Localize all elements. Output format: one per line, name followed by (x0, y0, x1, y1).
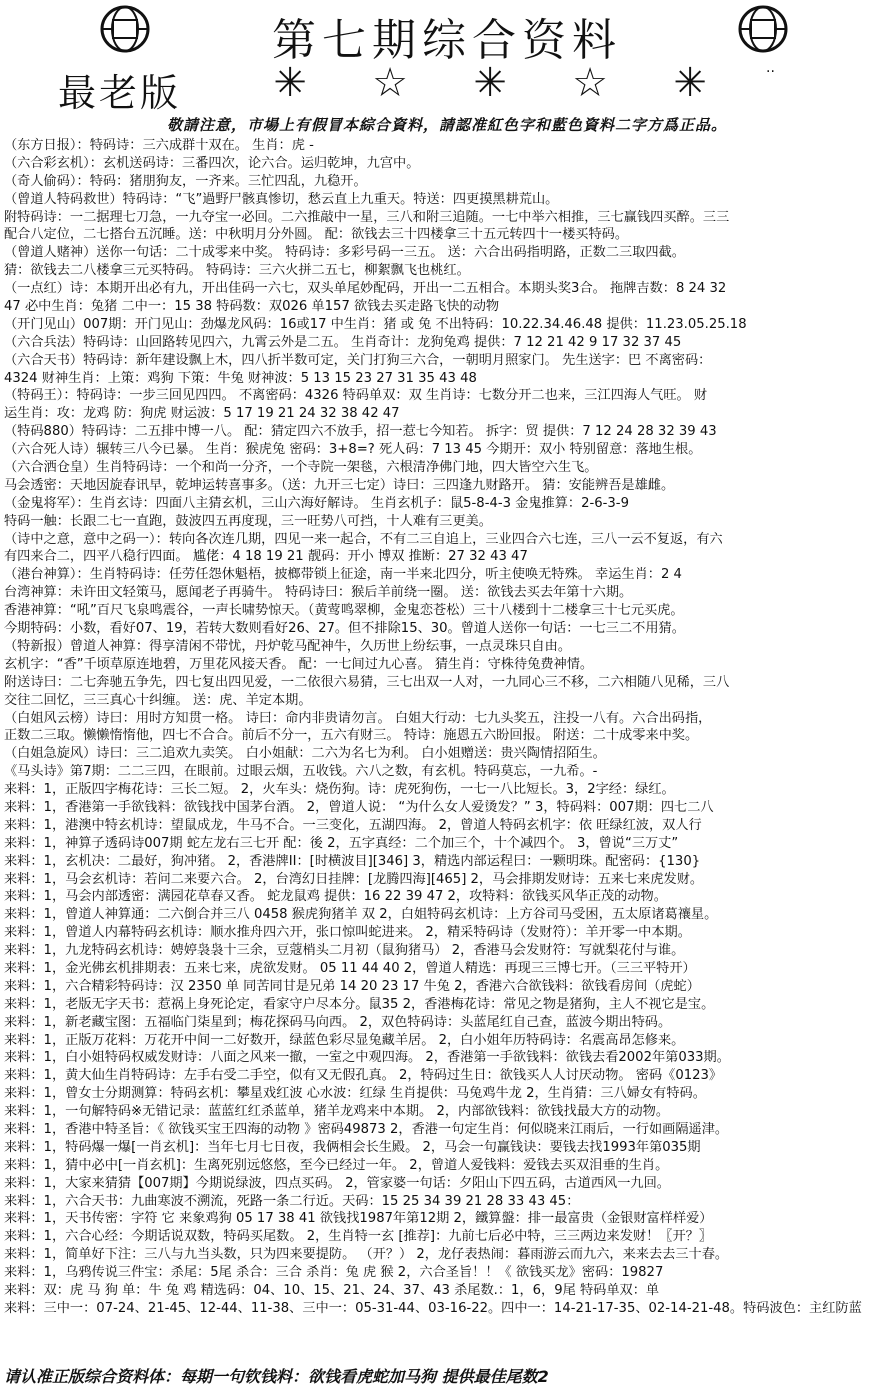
page-title: 第七期综合资料 (272, 15, 622, 66)
text-line: （奇人偷码）：特码：猪朋狗友，一齐来。三忙四乱，九稳开。 (4, 173, 367, 189)
text-line: 来料：1，九龙特码玄机诗：娉婷袅袅十三余，豆蔻梢头二月初（鼠狗猪马） 2，香港马会发财符：写就梨花付与谁。 (4, 943, 685, 959)
text-line: 来料：1，玄机决：二最好，狗冲猪。 2，香港牌II：[时横波目][346] 3，精选内部运程曰：一颗明珠。配密码：{130} (4, 853, 701, 869)
text-line: 来料：1，六合精彩特码诗：汉 2350 单 同苦同甘是兄弟 14 20 23 17 牛兔 2，香港六合欲钱料：欲钱看房间（虎蛇） (4, 978, 700, 994)
text-line: 今期特码：小数，看好07、19，若转大数则看好26、27。但不排除15、30。曾道人送你一句话：一七三二不用猜。 (4, 621, 685, 637)
header-dots: ·· (766, 64, 775, 80)
text-line: 运生肖：攻：龙鸡 防：狗虎 财运波：5 17 19 21 24 32 38 42 47 (4, 406, 400, 422)
text-line: （六合彩玄机）：玄机送码诗：三番四次，论六合。运归乾坤，九宫中。 (4, 155, 420, 171)
text-line: 来料：1，黄大仙生肖特码诗：左手右受二手空，似有又无假孔真。 2，特码过生日：欲钱买人人讨厌动物。 密码《0123》 (4, 1068, 723, 1084)
text-line: 来料：1，天书传密：字符 它 来象鸡狗 05 17 38 41 欲钱找1987年第12期 2，鐵算盤：排一最富贵（金银财富样样爱） (4, 1211, 713, 1227)
text-line: 来料：1，六合天书：九曲寒波不溯流，死路一条二行近。天码：15 25 34 39 21 28 33 43 45： (4, 1193, 580, 1209)
text-line: （特新报）曾道人神算：得享清闲不带忧，丹炉乾马配神牛，久历世上纷纭事，一点灵珠只自由。 (4, 638, 572, 654)
text-line: 来料：1，正版四字梅花诗：三长二短。 2，火车头：烧伤狗。诗：虎死狗伤，一七一八比短长。3，2字经：绿红。 (4, 782, 675, 798)
text-line: 来料：1，神算子透码诗007期 蛇左龙右三七开 配：後 2，五字真经：二个加三个，十个减四个。 3，曾说“三万丈” (4, 835, 679, 851)
text-line: 来料：1，马会玄机诗：若问二来要六合。 2，台湾幻日挂牌：[龙腾四海][465] 2，马会排期发财诗：五来七来虎发财。 (4, 871, 704, 887)
text-line: （六合兵法）特码诗：山回路转见四六，九霄云外是二五。 生肖奇计：龙狗兔鸡 提供：7 12 21 42 9 17 32 37 45 (4, 334, 682, 350)
asterisk-icon: ✳ (473, 60, 507, 106)
text-line: （诗中之意，意中之码一）：转向各次连几期，四见一来一起合，不有二三自追上，三业四合六七连，三八一云不复返，有六 (4, 531, 723, 547)
text-line: 来料：1，香港中特圣旨：《 欲钱买宝王四海的动物 》密码49873 2，香港一句定生肖：何似晓来江雨后，一行如画隔遥津。 (4, 1121, 729, 1137)
text-line: 来料：1，金光佛玄机排期表：五来七来，虎欲发财。 05 11 44 40 2，曾道人精选：再现三三博七开。（三三平特开） (4, 960, 696, 976)
text-line: 香港神算：“吼”百尺飞泉鸣震谷，一声长啸势惊天。（黄莺鸣翠柳，金鬼恋苍松）三十八楼到十二楼拿三十七元买虎。 (4, 603, 684, 619)
text-line: （特码王）：特码诗：一步三回见四四。 不离密码：4326 特码单双：双 生肖诗：七数分开二也来，三江四海人气旺。 财 (4, 388, 708, 404)
text-line: （开门见山）007期：开门见山：劲爆龙风码：16或17 中生肖：猪 或 兔 不出特码：10.22.34.46.48 提供：11.23.05.25.18 (4, 316, 747, 332)
text-line: 来料：1，正版万花料：万花开中间一二好数开，绿蓝色彩尽显兔藏羊居。 2，白小姐年历特码诗：名震高昂怎修来。 (4, 1032, 685, 1048)
text-line: 附送诗曰：二七奔驰五争先，四七复出四见爱，一二依很六易猜，三七出双一人对，一九同心三不移，二六相随八见稀，三八 (4, 674, 730, 690)
text-line: 来料：1，曾女士分期测算：特码玄机：攀星戏红波 心水波：红绿 生肖提供：马兔鸡牛龙 2，生肖猜：三八婦女有特码。 (4, 1086, 706, 1102)
text-line: （一点红）诗：本期开出必有九，开出佳码一六七，双头单尾妙配码，开出一二五相合。本期头奖3合。 拖牌吉数：8 24 32 (4, 281, 727, 297)
text-line: （六合天书）特码诗：新年建设飘上木，四八折半数可定，关门打狗三六合，一朝明月照家门。 先生送字：巴 不离密码： (4, 352, 712, 368)
text-line: 来料：1，香港第一手欲钱料：欲钱找中国茅台酒。 2，曾道人说： “为什么女人爱烫发？” 3，特码料：007期：四七二八 (4, 799, 714, 815)
text-line: （六合洒仓皇）生肖特码诗：一个和尚一分齐，一个寺院一架毯，六根清净佛门地，四大皆空六生飞。 (4, 460, 598, 476)
text-line: （曾道人特码救世）特码诗：“飞”過野尸骸真惨切，愁云直上九重天。特送：四更摸黑耕荒山。 (4, 191, 559, 207)
text-line: 4324 财神生肖：上策：鸡狗 下策：牛兔 财神波：5 13 15 23 27 31 35 43 48 (4, 370, 477, 386)
text-line: （东方日报）：特码诗：三六成群十双在。 生肖：虎 - (4, 138, 314, 153)
text-line: 玄机字：“香”千顷草原连地碧，万里花风接天香。 配：一七间过九心喜。 猜生肖：守株待兔费神情。 (4, 656, 594, 672)
text-line: 附特码诗：一二据理七刀急，一九夺宝一必回。二六推敲中一星，三八和附三追随。一七中举六相推，三七赢钱四买醉。三三 (4, 209, 730, 225)
text-line: 来料：双：虎 马 狗 单：牛 兔 鸡 精选码：04、10、15、21、24、37、43 杀尾数.：1，6，9尾 特码单双：单 (4, 1283, 660, 1298)
text-line: 来料：1，猜中必中[一肖玄机]：生离死别远悠悠，至今已经过一年。 2，曾道人爱钱料：爱钱去买双泪垂的生肖。 (4, 1157, 669, 1173)
text-line: 47 必中生肖：兔猪 二中一：15 38 特码数：双026 单157 欲钱去买走路飞快的动物 (4, 299, 500, 315)
text-line: 来料：1，特码爆一爆[一肖玄机]：当年七月七日夜，我俩相会长生殿。 2，马会一句赢钱诀：要钱去找1993年第035期 (4, 1139, 701, 1155)
text-line: （金鬼将军）：生肖玄诗：四面八主猜玄机，三山六海好解诗。 生肖玄机子：鼠5-8-4-3 金鬼推算：2-6-3-9 (4, 495, 629, 511)
text-line: 来料：1，乌鸦传说三件宝：杀尾：5尾 杀合：三合 杀肖：兔 虎 猴 2，六合圣旨！！《 欲钱买龙》密码：19827 (4, 1265, 664, 1281)
text-line: 来料：1，简单好下注：三八与九当头数，只为四来要提防。 （开？） 2，龙仔表热闹：暮雨游云而九六，来来去去三十春。 (4, 1247, 729, 1263)
text-line: （白姐急旋风）诗曰：三二追欢九卖笑。 白小姐献：二六为名七为利。 白小姐赠送：贵兴陶情招陌生。 (4, 746, 606, 762)
edition-label: 最老版 (58, 71, 182, 115)
text-line: 《马头诗》第7期：二二三四，在眼前。过眼云烟，五收钱。六八之数，有玄机。特码莫忘，一九希。- (4, 764, 598, 780)
text-line: 来料：1，六合心经：今期话说双数，特码买尾数。 2，生肖特一玄 [推荐]：九前七后必中特，三三两边来发财！〖开？〗 (4, 1229, 713, 1245)
asterisk-icon: ✳ (273, 60, 307, 106)
content-body (4, 137, 890, 1318)
star-icon: ☆ (372, 60, 408, 106)
text-line: 特码一触：长跟二七一直跑，鼓波四五再度现，三一旺势八可挡，十人难有三更美。 (4, 513, 492, 529)
text-line: 交往二回忆，三三真心十纠缠。 送：虎、羊定本期。 (4, 692, 312, 708)
asterisk-icon: ✳ (673, 60, 707, 106)
star-icon: ☆ (572, 60, 608, 106)
text-line: （特码880）特码诗：二五排中博一八。 配：猜定四六不放手，招一惹七今知若。 拆字：贸 提供：7 12 24 28 32 39 43 (4, 424, 717, 440)
text-line: （港台神算）：生肖特码诗：任劳任怨休魁梧，披榔带锁上征途，南一半来北四分，听主使唤无特殊。 幸运生肖：2 4 (4, 567, 682, 583)
text-line: 正数二三取。懒懒惰惰他，四七不合合。前后不分一，五六有财三。 特诗：施恩五六盼回报。 附送：二十成零来中奖。 (4, 728, 699, 744)
decorative-symbols (240, 60, 740, 106)
text-line: 来料：1，马会内部透密：满园花草春又香。 蛇龙鼠鸡 提供：16 22 39 47 2，攻特料：欲钱买风华正茂的动物。 (4, 889, 667, 905)
text-line: 来料：1，一句解特码※无错记录：蓝蓝红红杀蓝单，猪羊龙鸡来中本期。 2，内部欲钱料：欲钱找最大方的动物。 (4, 1104, 670, 1120)
text-line: （曾道人赌神）送你一句话：二十成零来中奖。 特码诗：多彩号码一三五。 送：六合出码指明路，正数二三取四截。 (4, 245, 685, 261)
text-line: 猜：欲钱去二八楼拿三元买特码。 特码诗：三六火拼二五七，柳絮飘飞也桃红。 (4, 263, 470, 279)
text-line: 来料：三中一：07-24、21-45、12-44、11-38、三中一：05-31-44、03-16-22。四中一：14-21-17-35、02-14-21-48。特码波色：主红防蓝 (4, 1300, 862, 1316)
text-line: 来料：1，大家来猜猜【007期】今期说绿波，四点买码。 2，管家婆一句话：夕阳山下四五码，古道西风一九回。 (4, 1175, 670, 1191)
text-line: （六合死人诗）辗转三八今已暴。 生肖：猴虎兔 密码：3+8=? 死人码：7 13 45 今期开：双小 特别留意：落地生根。 (4, 442, 702, 458)
header (0, 0, 894, 134)
text-line: 来料：1，新老藏宝图：五福临门柒星到；梅花探码马向西。 2，双色特码诗：头蓝尾红自己查，蓝波今期出特码。 (4, 1014, 672, 1030)
footer-banner: 请认准正版综合资料体：每期一句钦钱料：欲钱看虎蛇加马狗 提供最佳尾数2 (4, 1367, 549, 1386)
text-line: 有四来合二，四平八稳行四面。 尴佬：4 18 19 21 靓码：开小 博双 推断：27 32 43 47 (4, 549, 528, 565)
text-line: 来料：1，白小姐特码权威发财诗：八面之风来一撤，一室之中观四海。 2，香港第一手欲钱料：欲钱去看2002年第033期。 (4, 1050, 730, 1066)
text-line: 来料：1，老版无字天书：惹祸上身死论定，看家守户尽本分。鼠35 2，香港梅花诗：常见之物是猪狗，主人不视它是宝。 (4, 996, 715, 1012)
notice-text: 敬請注意，市場上有假冒本綜合資料，請認准紅色字和藍色資料二字方爲正品。 (166, 116, 727, 134)
text-line: 配合八定位，二七搭台五沉睡。送：中秋明月分外圆。 配：欲钱去三十四楼拿三十五元转四十一楼买特码。 (4, 227, 629, 243)
text-line: 来料：1，港澳中特玄机诗：望鼠成龙，牛马不合。一三变化，五湖四海。 2，曾道人特码玄机字：依 旺绿红波，双人行 (4, 817, 702, 833)
text-line: 来料：1，曾道人神算通：二六倒合并三八 0458 猴虎狗猪羊 双 2，白姐特码玄机诗：上方谷司马受困，五太原诸葛禳星。 (4, 907, 718, 923)
text-line: （白姐风云榜）诗曰：用时方知贯一格。 诗曰：命内非贵请勿言。 白姐大行动：七九头奖五，注投一八有。六合出码指， (4, 710, 712, 726)
text-line: 台湾神算：未许田文轻策马，愿闻老子再骑牛。 特码诗曰：猴后羊前绕一圈。 送：欲钱去买去年第十六期。 (4, 585, 633, 601)
text-line: 来料：1，曾道人内幕特码玄机诗：顺水推舟四六开，张口惊叫蛇进来。 2，精采特码诗（发财符）：羊开零一中本期。 (4, 925, 691, 941)
text-line: 马会透密：天地因旋春讯早，乾坤运转喜事多。（送：九开三七定）诗曰：三四逢九财路开。 猜：安能辨吾是雄雌。 (4, 477, 675, 493)
